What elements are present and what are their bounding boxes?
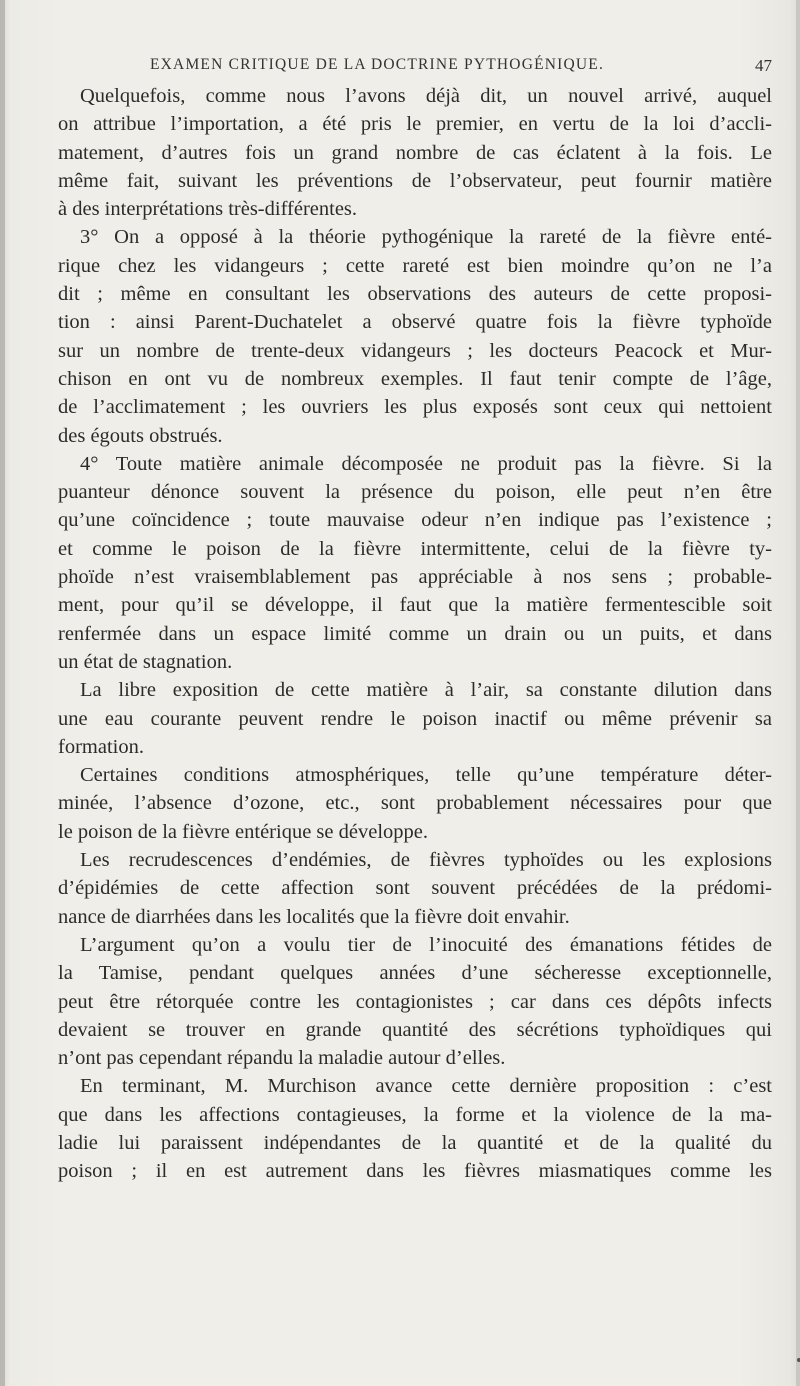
text-line: n’ont pas cependant répandu la maladie autour d’elles. (58, 1047, 506, 1070)
text-line: poison ; il en est autrement dans les fièvres miasmatiques comme les (58, 1160, 772, 1183)
text-line: à des interprétations très-différentes. (58, 198, 358, 221)
text-line: minée, l’absence d’ozone, etc., sont probablement nécessaires pour que (58, 792, 772, 815)
text-line: dit ; même en consultant les observations des auteurs de cette proposi- (58, 283, 772, 306)
text-line: Quelquefois, comme nous l’avons déjà dit, un nouvel arrivé, auquel (80, 85, 772, 107)
text-line: ladie lui paraissent indépendantes de la quantité et de la qualité du (58, 1131, 772, 1154)
running-header-title: EXAMEN CRITIQUE DE LA DOCTRINE PYTHOGÉNIQUE. (150, 56, 605, 73)
text-line: Certaines conditions atmosphériques, telle qu’une température déter- (80, 764, 772, 787)
text-line: L’argument qu’on a voulu tier de l’inocuité des émanations fétides de (80, 933, 772, 956)
text-line: La libre exposition de cette matière à l’air, sa constante dilution dans (80, 679, 772, 702)
running-header (60, 56, 772, 82)
text-line: Les recrudescences d’endémies, de fièvres typhoïdes ou les explosions (80, 849, 772, 872)
text-line: 4° Toute matière animale décomposée ne produit pas la fièvre. Si la (80, 452, 772, 475)
text-line: on attribue l’importation, a été pris le premier, en vertu de la loi d’accli- (58, 113, 772, 136)
text-line: qu’une coïncidence ; toute mauvaise odeur n’en indique pas l’existence ; (58, 509, 772, 532)
text-line: tion : ainsi Parent-Duchatelet a observé quatre fois la fièvre typhoïde (58, 311, 772, 334)
text-line: de l’acclimatement ; les ouvriers les plus exposés sont ceux qui nettoient (58, 396, 772, 419)
text-line: même fait, suivant les préventions de l’observateur, peut fournir matière (58, 169, 772, 192)
text-line: et comme le poison de la fièvre intermittente, celui de la fièvre ty- (58, 537, 772, 560)
text-line: matement, d’autres fois un grand nombre de cas éclatent à la fois. Le (58, 141, 772, 164)
text-line: sur un nombre de trente-deux vidangeurs ; les docteurs Peacock et Mur- (58, 339, 772, 362)
text-line: la Tamise, pendant quelques années d’une sécheresse exceptionnelle, (58, 962, 772, 985)
text-line: devaient se trouver en grande quantité des sécrétions typhoïdiques qui (58, 1018, 772, 1041)
text-line: nance de diarrhées dans les localités que la fièvre doit envahir. (58, 905, 570, 928)
body-text (58, 82, 772, 1186)
text-line: des égouts obstrués. (58, 424, 223, 447)
text-line: renfermée dans un espace limité comme un drain ou un puits, et dans (58, 622, 772, 645)
text-line: puanteur dénonce souvent la présence du poison, elle peut n’en être (58, 481, 772, 504)
text-line: 3° On a opposé à la théorie pythogénique la rareté de la fièvre enté- (80, 226, 772, 249)
page-number: 47 (755, 56, 772, 75)
text-line: formation. (58, 735, 144, 758)
text-line: un état de stagnation. (58, 650, 233, 673)
text-line: d’épidémies de cette affection sont souvent précédées de la prédomi- (58, 877, 772, 900)
page-gutter-shadow (0, 0, 5, 1386)
text-line: rique chez les vidangeurs ; cette rareté est bien moindre qu’on ne l’a (58, 254, 772, 277)
text-line: ment, pour qu’il se développe, il faut que la matière fermentescible soit (58, 594, 772, 617)
text-line: le poison de la fièvre entérique se développe. (58, 820, 428, 843)
text-line: chison en ont vu de nombreux exemples. Il faut tenir compte de l’âge, (58, 367, 772, 390)
page-edge (796, 0, 800, 1386)
text-line: En terminant, M. Murchison avance cette dernière proposition : c’est (80, 1075, 772, 1098)
text-line: une eau courante peuvent rendre le poison inactif ou même prévenir sa (58, 707, 772, 730)
text-line: phoïde n’est vraisemblablement pas appréciable à nos sens ; probable- (58, 566, 772, 589)
text-line: peut être rétorquée contre les contagionistes ; car dans ces dépôts infects (58, 990, 772, 1013)
text-line: que dans les affections contagieuses, la forme et la violence de la ma- (58, 1103, 772, 1126)
